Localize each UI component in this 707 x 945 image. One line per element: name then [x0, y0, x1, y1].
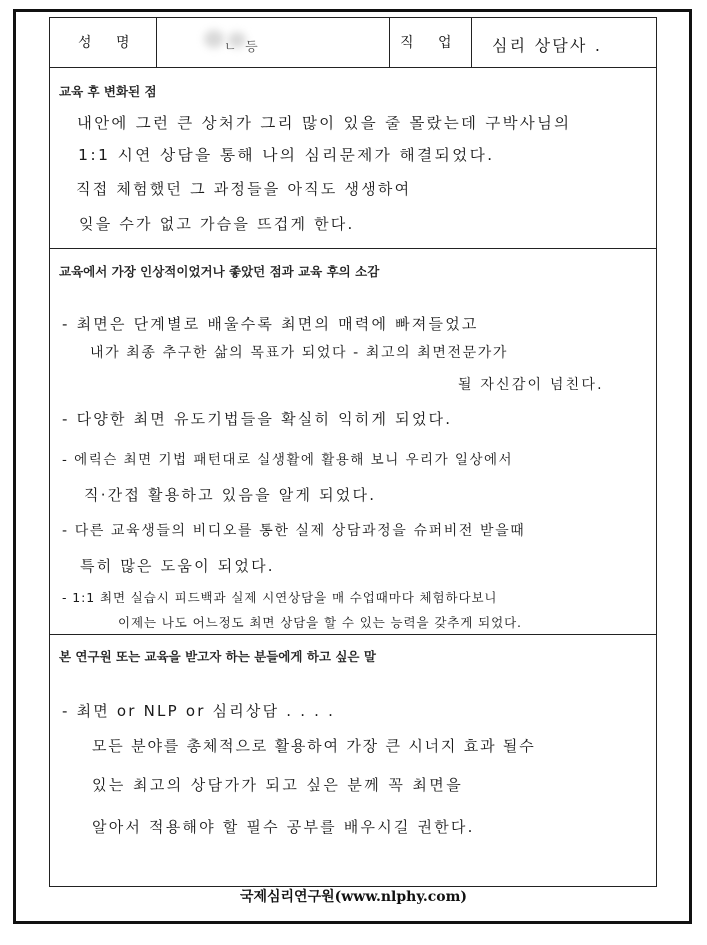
section1-bottom [49, 248, 657, 249]
section1-title: 교육 후 변화된 점 [59, 84, 157, 99]
section2-line: 이제는 나도 어느정도 최면 상담을 할 수 있는 능력을 갖추게 되었다. [118, 615, 522, 630]
job-label: 직 업 [400, 35, 462, 51]
section1-line: 직접 체험했던 그 과정들을 아직도 생생하여 [76, 180, 412, 198]
section2-line: 내가 최종 추구한 삶의 목표가 되었다 - 최고의 최면전문가가 [90, 345, 509, 361]
section2-line: 될 자신감이 넘친다. [458, 377, 604, 393]
header-divider-3 [471, 17, 472, 68]
section1-line: 1:1 시연 상담을 통해 나의 심리문제가 해결되었다. [78, 146, 495, 164]
section1-line: 잊을 수가 없고 가슴을 뜨겁게 한다. [79, 215, 355, 233]
section3-line: 알아서 적용해야 할 필수 공부를 배우시길 권한다. [92, 818, 475, 836]
section3-line: 있는 최고의 상담가가 되고 싶은 분께 꼭 최면을 [92, 776, 464, 794]
section2-bottom [49, 634, 657, 635]
section2-line: 특히 많은 도움이 되었다. [80, 557, 275, 575]
header-row-bottom [49, 67, 657, 68]
header-divider-2 [389, 17, 390, 68]
section3-line: 모든 분야를 총체적으로 활용하여 가장 큰 시너지 효과 될수 [92, 737, 536, 755]
section2-line: - 최면은 단계별로 배울수록 최면의 매력에 빠져들었고 [62, 315, 479, 333]
section2-title: 교육에서 가장 인상적이었거나 좋았던 점과 교육 후의 소감 [59, 264, 380, 279]
section2-line: - 1:1 최면 실습시 피드백과 실제 시연상담을 매 수업때마다 체험하다보니 [62, 590, 498, 605]
section2-line: - 다양한 최면 유도기법들을 확실히 익히게 되었다. [62, 410, 453, 428]
name-value: ㄴ 등 [224, 40, 260, 55]
section2-line: - 다른 교육생들의 비디오를 통한 실제 상담과정을 슈퍼비전 받을때 [62, 523, 526, 539]
section3-title: 본 연구원 또는 교육을 받고자 하는 분들에게 하고 싶은 말 [59, 649, 376, 664]
section1-line: 내안에 그런 큰 상처가 그리 많이 있을 줄 몰랐는데 구박사님의 [77, 114, 572, 132]
header-divider-1 [156, 17, 157, 68]
section2-line: - 에릭슨 최면 기법 패턴대로 실생활에 활용해 보니 우리가 일상에서 [62, 452, 514, 468]
name-label: 성 명 [78, 35, 140, 51]
section2-line: 직·간접 활용하고 있음을 알게 되었다. [84, 486, 377, 504]
job-value: 심리 상담사 . [492, 36, 603, 55]
section3-line: - 최면 or NLP or 심리상담 . . . . [62, 702, 336, 720]
footer-institute: 국제심리연구원(www.nlphy.com) [239, 889, 468, 905]
